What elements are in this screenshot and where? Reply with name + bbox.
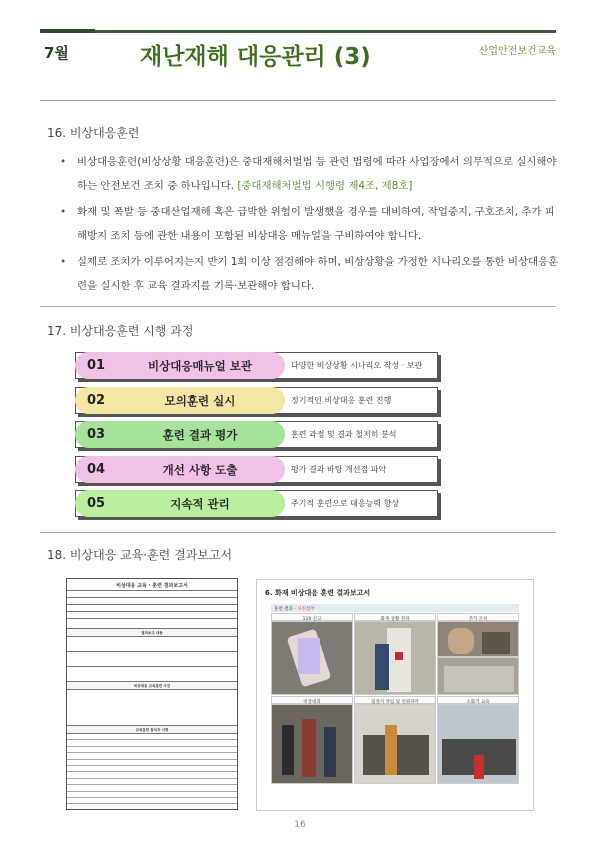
photo-report-title: 6. 화재 비상대응 훈련 결과보고서: [265, 589, 371, 597]
step-label: 비상대응매뉴얼 보관: [148, 359, 252, 373]
law-reference: [중대재해처벌법 시행령 제4조, 제8호]: [237, 180, 413, 192]
section-18-heading: 18. 비상대응 교육·훈련 결과보고서: [47, 548, 233, 562]
process-step: [75, 352, 440, 379]
step-number: 03: [87, 427, 106, 442]
process-step: [75, 490, 440, 517]
step-description: 주기적 훈련으로 대응능력 향상: [291, 499, 400, 508]
photo-caption: 화재 상황 전파: [354, 613, 436, 621]
report-band-attendees: 교육훈련 참석자 서명: [67, 725, 237, 733]
section-16-heading: 16. 비상대응훈련: [47, 126, 140, 140]
photo-assembly-headcount: [354, 704, 436, 784]
section-17-heading: 17. 비상대응훈련 시행 과정: [47, 324, 194, 338]
step-label: 훈련 결과 평가: [162, 428, 238, 442]
step-description: 평가 결과 바탕 개선점 파악: [291, 464, 387, 474]
page-number: 16: [294, 820, 306, 830]
step-label: 개선 사항 도출: [162, 462, 238, 477]
process-step: [75, 456, 440, 483]
photo-call-119: [271, 621, 353, 695]
bullet-item: • 화재 및 폭발 등 중대산업재해 혹은 급박한 위험이 발생했을 경우를 대비하여, 작업중지, 구호조치, 추가 피해방지 조치 등에 관한 내용이 포함된 비상대응 매뉴얼을 구비하여야 합니다.: [60, 200, 560, 248]
process-step: [75, 421, 440, 448]
section-divider: [40, 306, 556, 307]
page-title: 재난재해 대응관리 (3): [140, 44, 371, 70]
photo-additional-action-1: [437, 621, 519, 657]
photo-caption: 119 신고: [271, 613, 353, 621]
category-label: 산업안전보건교육: [478, 46, 556, 57]
photo-report-bar: 훈련 결과 - 사진첨부: [271, 604, 519, 612]
section-divider: [40, 532, 556, 533]
photo-fire-alarm: [354, 621, 436, 695]
report-band-result: 결과보고 내용: [67, 628, 237, 636]
month-label: 7월: [44, 44, 69, 62]
process-steps: [75, 352, 440, 525]
report-form-thumbnail: [66, 578, 238, 810]
photo-extinguisher-training: [437, 704, 519, 784]
header-divider: [40, 100, 556, 101]
photo-caption: 추가 조치: [437, 613, 519, 621]
attendee-grid: [67, 733, 237, 804]
step-number: 05: [87, 496, 106, 511]
section-16-bullets: [60, 150, 560, 300]
photo-evacuation: [271, 704, 353, 784]
step-label: 모의훈련 실시: [164, 393, 236, 408]
photo-additional-action-2: [437, 657, 519, 695]
photo-caption: 비상대피: [271, 696, 353, 704]
step-description: 정기적인 비상대응 훈련 진행: [291, 395, 392, 405]
step-description: 다양한 비상상황 시나리오 작성 · 보관: [291, 361, 423, 370]
photo-report-thumbnail: [256, 579, 534, 811]
step-description: 훈련 과정 및 결과 철저히 분석: [291, 430, 397, 439]
process-step: [75, 387, 440, 414]
header-top-rule: [40, 30, 556, 33]
report-form-title: 비상대응 교육 · 훈련 결과보고서: [116, 583, 188, 589]
photo-caption: 소화기 교육: [437, 696, 519, 704]
photo-caption: 집결지 착임 및 인원파악: [354, 696, 436, 704]
report-band-photos: 비상대응 교육훈련 사진: [67, 681, 237, 689]
bullet-item: • 비상대응훈련(비상상황 대응훈련)은 중대재해처벌법 등 관련 법령에 따라 사업장에서 의무적으로 실시해야하는 안전보건 조치 중 하나입니다. [중대재해처벌법 시행령 제4조, 제8호]: [60, 150, 560, 198]
step-number: 02: [87, 392, 106, 408]
bullet-item: • 실제로 조치가 이루어지는지 반기 1회 이상 점검해야 하며, 비상상황을 가정한 시나리오를 통한 비상대응훈련을 실시한 후 교육 결과지를 기록·보관해야 합니다.: [60, 250, 560, 298]
step-label: 지속적 관리: [170, 497, 230, 511]
step-number: 01: [87, 358, 106, 373]
step-number: 04: [87, 461, 106, 477]
